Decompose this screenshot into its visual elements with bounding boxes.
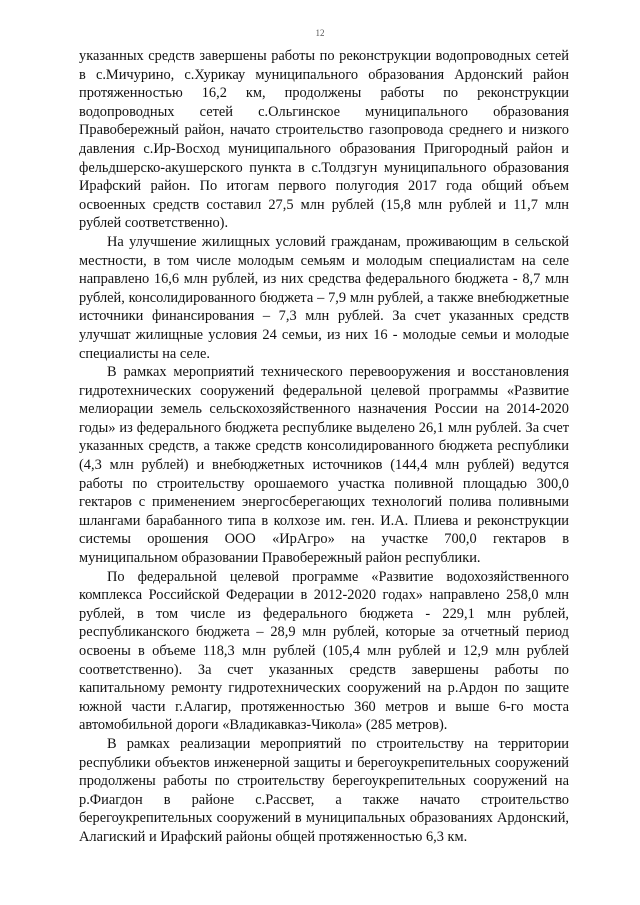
paragraph-melioration: В рамках мероприятий технического перевооружения и восстановления гидротехнических сооружений федеральной целевой программы «Развитие мелиорации земель сельскохозяйственного назначения России на 2014-2020 годы» из федерального бюджета республике выделено 26,1 млн рублей. За счет указанных средств, а также средств консолидированного бюджета республики (4,3 млн рублей) и внебюджетных источников (144,4 млн рублей) ведутся работы по строительству орошаемого участка поливной площадью 300,0 гектаров с применением энергосберегающих технологий полива поливными шлангами барабанного типа в колхозе им. ген. И.А. Плиева и реконструкции системы орошения ООО «ИрАгро» на участке 700,0 гектаров в муниципальном образовании Правобережный район республики.: [79, 364, 569, 567]
paragraph-housing: На улучшение жилищных условий гражданам, проживающим в сельской местности, в том числе молодым семьям и молодым специалистам на селе направлено 16,6 млн рублей, из них средства федерального бюджета - 8,7 млн рублей, консолидированного бюджета – 7,9 млн рублей, а также внебюджетные источники финансирования – 7,3 млн рублей. За счет указанных средств улучшат жилищные условия 24 семьи, из них 16 - молодые семьи и молодые специалисты на селе.: [79, 233, 569, 362]
document-body: [79, 47, 569, 847]
paragraph-continuation: указанных средств завершены работы по реконструкции водопроводных сетей в с.Мичурино, с.Хурикау муниципального образования Ардонский район протяженностью 16,2 км, продолжены работы по реконструкции водопроводных сетей с.Ольгинское муниципального образования Правобережный район, начато строительство газопровода среднего и низкого давления с.Ир-Восход муниципального образования Пригородный район и фельдшерско-акушерского пункта в с.Толдзгун муниципального образования Ирафский район. По итогам первого полугодия 2017 года общий объем освоенных средств составил 27,5 млн рублей (15,8 млн рублей и 11,7 млн рублей соответственно).: [79, 48, 569, 232]
paragraph-water-complex: По федеральной целевой программе «Развитие водохозяйственного комплекса Российской Федерации в 2012-2020 годах» направлено 258,0 млн рублей, в том числе из федерального бюджета - 229,1 млн рублей, республиканского бюджета – 28,9 млн рублей, которые за отчетный период освоены в объеме 118,3 млн рублей (105,4 млн рублей и 12,9 млн рублей соответственно). За счет указанных средств завершены работы по капитальному ремонту гидротехнических сооружений на р.Ардон по защите южной части г.Алагир, протяженностью 360 метров и выше 6-го моста автомобильной дороги «Владикавказ-Чикола» (285 метров).: [79, 568, 569, 734]
page-number: 12: [315, 28, 325, 38]
paragraph-engineering-protection: В рамках реализации мероприятий по строительству на территории республики объектов инженерной защиты и берегоукрепительных сооружений продолжены работы по строительству берегоукрепительных сооружений на р.Фиагдон в районе с.Рассвет, а также начато строительство берегоукрепительных сооружений в муниципальных образованиях Ардонский, Алагиский и Ирафский районы общей протяженностью 6,3 км.: [79, 735, 569, 845]
